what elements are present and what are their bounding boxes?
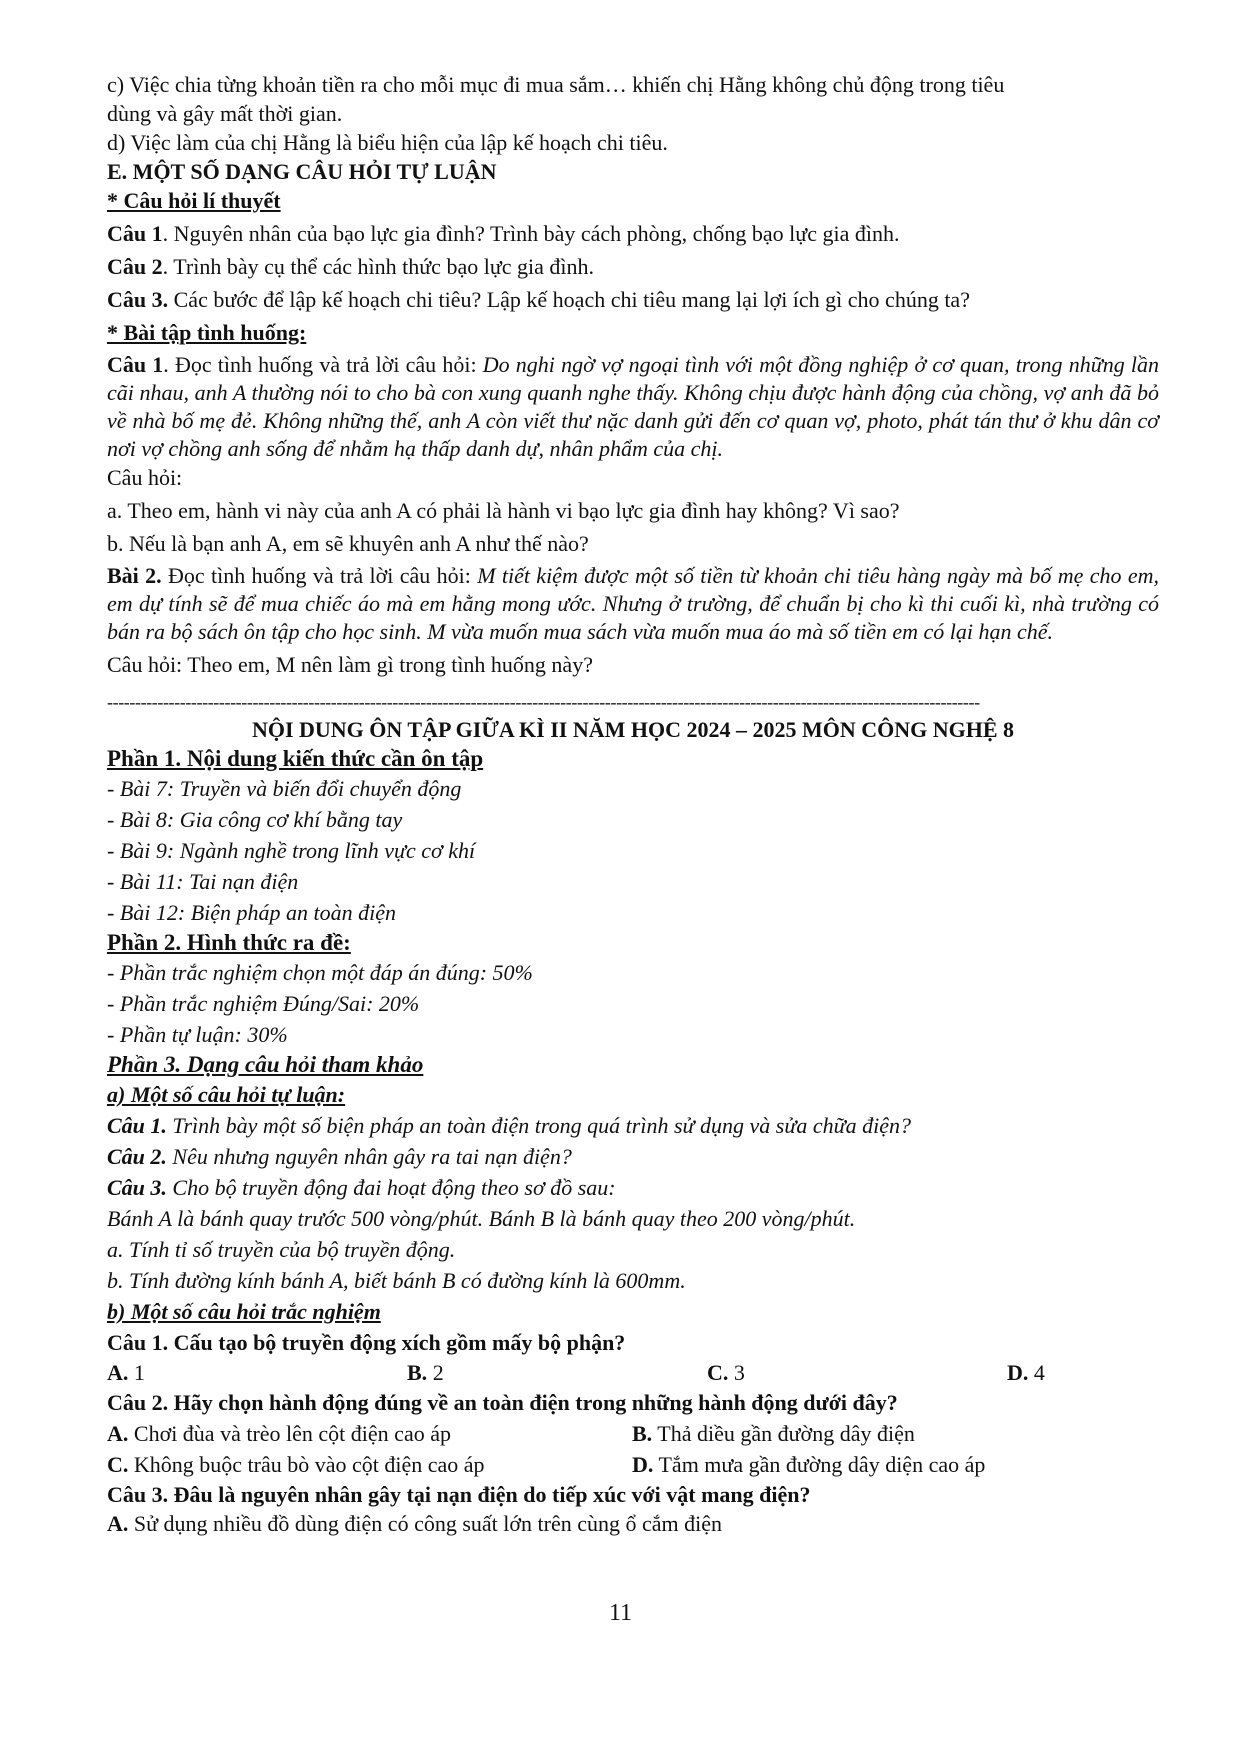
mc-option xyxy=(1007,1358,1157,1387)
part-heading: Phần 3. Dạng câu hỏi tham khảo xyxy=(107,1052,424,1077)
option-text: Sử dụng nhiều đồ dùng điện có công suất lớn trên cùng ổ cắm điện xyxy=(128,1511,723,1536)
question-text: Trình bày một số biện pháp an toàn điện trong quá trình sử dụng và sửa chữa điện? xyxy=(166,1113,911,1138)
question-text: Câu hỏi: Theo em, M nên làm gì trong tình huống này? xyxy=(107,652,593,677)
list-item: - Bài 9: Ngành nghề trong lĩnh vực cơ khí xyxy=(107,838,476,863)
case-label: Bài 2. xyxy=(107,563,162,588)
list-item: - Phần trắc nghiệm Đúng/Sai: 20% xyxy=(107,991,420,1016)
question-label: Câu 2. xyxy=(107,1144,167,1169)
option-text: Chơi đùa và trèo lên cột điện cao áp xyxy=(128,1421,451,1446)
part-heading: Phần 1. Nội dung kiến thức cần ôn tập xyxy=(107,746,484,771)
list-item: - Bài 11: Tai nạn điện xyxy=(107,869,299,894)
question-item xyxy=(107,219,1159,248)
question-label: Câu hỏi: xyxy=(107,465,183,490)
option-text: Tắm mưa gần đường dây diện cao áp xyxy=(653,1452,986,1477)
case-paragraph xyxy=(107,351,1159,463)
case-story: Do nghi ngờ vợ ngoại tình với một đồng nghiệp ở cơ quan, trong những lần cãi nhau, anh A thường nói to cho bà con xung quanh nghe thấy. Không chịu được hành động của chồng, vợ anh đã bỏ về nhà bố mẹ đẻ. Không những thế, anh A còn viết thư nặc danh gửi đến cơ quan vợ, photo, phát tán thư ở khu dân cơ nơi vợ chồng anh sống để nhằm hạ thấp danh dự, nhân phẩm của chị. xyxy=(107,352,1159,461)
case-intro: . Đọc tình huống và trả lời câu hỏi: xyxy=(163,352,483,377)
text-line: Bánh A là bánh quay trước 500 vòng/phút. Bánh B là bánh quay theo 200 vòng/phút. xyxy=(107,1206,856,1231)
mc-question: Câu 2. Hãy chọn hành động đúng về an toàn điện trong những hành động dưới đây? xyxy=(107,1390,898,1415)
question-text: . Nguyên nhân của bạo lực gia đình? Trình bày cách phòng, chống bạo lực gia đình. xyxy=(162,221,900,246)
part-heading: Phần 2. Hình thức ra đề: xyxy=(107,930,351,955)
option-label: C. xyxy=(107,1452,129,1477)
option-text: 2 xyxy=(427,1360,444,1385)
section-heading: E. MỘT SỐ DẠNG CÂU HỎI TỰ LUẬN xyxy=(107,159,497,184)
option-text: 4 xyxy=(1028,1360,1045,1385)
question-text: a. Theo em, hành vi này của anh A có phải là hành vi bạo lực gia đình hay không? Vì sao? xyxy=(107,498,900,523)
text-line: dùng và gây mất thời gian. xyxy=(107,101,343,126)
question-label: Câu 3. xyxy=(107,1175,167,1200)
text-line: b. Tính đường kính bánh A, biết bánh B có đường kính là 600mm. xyxy=(107,1268,686,1293)
case-paragraph xyxy=(107,562,1159,646)
list-item: - Phần tự luận: 30% xyxy=(107,1022,288,1047)
mc-option xyxy=(632,1418,915,1449)
option-label: A. xyxy=(107,1421,129,1446)
mc-option xyxy=(407,1358,707,1387)
question-label: Câu 2 xyxy=(107,254,163,279)
mc-option xyxy=(107,1509,1159,1538)
mc-option xyxy=(107,1418,632,1449)
option-text: 3 xyxy=(728,1360,745,1385)
option-label: A. xyxy=(107,1511,129,1536)
question-text: b. Nếu là bạn anh A, em sẽ khuyên anh A như thế nào? xyxy=(107,531,589,556)
case-story: M tiết kiệm được một số tiền từ khoản chi tiêu hàng ngày mà bố mẹ cho em, em dự tính sẽ để mua chiếc áo mà em hằng mong ước. Nhưng ở trường, để chuẩn bị cho kì thi cuối kì, nhà trường có bán ra bộ sách ôn tập cho học sinh. M vừa muốn mua sách vừa muốn mua áo mà số tiền em có lại hạn chế. xyxy=(107,563,1159,644)
subsection-heading: * Bài tập tình huống: xyxy=(107,320,307,345)
option-label: C. xyxy=(707,1360,729,1385)
option-text: Thả diều gần đường dây điện xyxy=(652,1421,915,1446)
text-line: d) Việc làm của chị Hằng là biểu hiện của lập kế hoạch chi tiêu. xyxy=(107,130,668,155)
page-title: NỘI DUNG ÔN TẬP GIỮA KÌ II NĂM HỌC 2024 – 2025 MÔN CÔNG NGHỆ 8 xyxy=(251,717,1015,742)
question-text: . Trình bày cụ thể các hình thức bạo lực gia đình. xyxy=(162,254,594,279)
mc-options xyxy=(107,1449,1159,1480)
text-line: c) Việc chia từng khoản tiền ra cho mỗi mục đi mua sắm… khiến chị Hằng không chủ động trong tiêu xyxy=(107,72,1005,97)
question-item xyxy=(107,1110,1159,1141)
subsection-heading: b) Một số câu hỏi trắc nghiệm xyxy=(107,1299,381,1324)
question-item xyxy=(107,252,1159,281)
option-label: D. xyxy=(632,1452,654,1477)
list-item: - Bài 8: Gia công cơ khí bằng tay xyxy=(107,807,403,832)
mc-option xyxy=(632,1449,985,1480)
option-label: B. xyxy=(407,1360,428,1385)
option-label: D. xyxy=(1007,1360,1029,1385)
mc-option xyxy=(707,1358,1007,1387)
case-label: Câu 1 xyxy=(107,352,164,377)
dashed-divider: ------------------------------------------------------------------------------------------------------------------------------------------------------------ xyxy=(107,692,980,712)
list-item: - Bài 7: Truyền và biến đổi chuyển động xyxy=(107,776,462,801)
subsection-heading: a) Một số câu hỏi tự luận: xyxy=(107,1082,346,1107)
mc-options xyxy=(107,1418,1159,1449)
question-item xyxy=(107,1172,1159,1203)
question-text: Nêu nhưng nguyên nhân gây ra tai nạn điện? xyxy=(166,1144,572,1169)
question-label: Câu 1. xyxy=(107,1113,167,1138)
option-label: B. xyxy=(632,1421,653,1446)
page-number: 11 xyxy=(608,1600,633,1626)
question-label: Câu 1 xyxy=(107,221,163,246)
mc-question: Câu 1. Cấu tạo bộ truyền động xích gồm mấy bộ phận? xyxy=(107,1330,626,1355)
case-intro: Đọc tình huống và trả lời câu hỏi: xyxy=(161,563,478,588)
question-item xyxy=(107,1141,1159,1172)
list-item: - Bài 12: Biện pháp an toàn điện xyxy=(107,900,397,925)
question-item xyxy=(107,285,1159,314)
question-text: Cho bộ truyền động đai hoạt động theo sơ đồ sau: xyxy=(166,1175,616,1200)
question-label: Câu 3. xyxy=(107,287,169,312)
question-text: Các bước để lập kế hoạch chi tiêu? Lập kế hoạch chi tiêu mang lại lợi ích gì cho chúng ta? xyxy=(168,287,970,312)
mc-question: Câu 3. Đâu là nguyên nhân gây tại nạn điện do tiếp xúc với vật mang điện? xyxy=(107,1482,811,1507)
mc-option xyxy=(107,1449,632,1480)
list-item: - Phần trắc nghiệm chọn một đáp án đúng: 50% xyxy=(107,960,533,985)
mc-options xyxy=(107,1358,1159,1387)
text-line: a. Tính tỉ số truyền của bộ truyền động. xyxy=(107,1237,456,1262)
option-text: 1 xyxy=(128,1360,145,1385)
option-text: Không buộc trâu bò vào cột điện cao áp xyxy=(128,1452,485,1477)
subsection-heading: * Câu hỏi lí thuyết xyxy=(107,188,281,213)
option-label: A. xyxy=(107,1360,129,1385)
mc-option xyxy=(107,1358,407,1387)
document-page xyxy=(107,70,1159,1538)
